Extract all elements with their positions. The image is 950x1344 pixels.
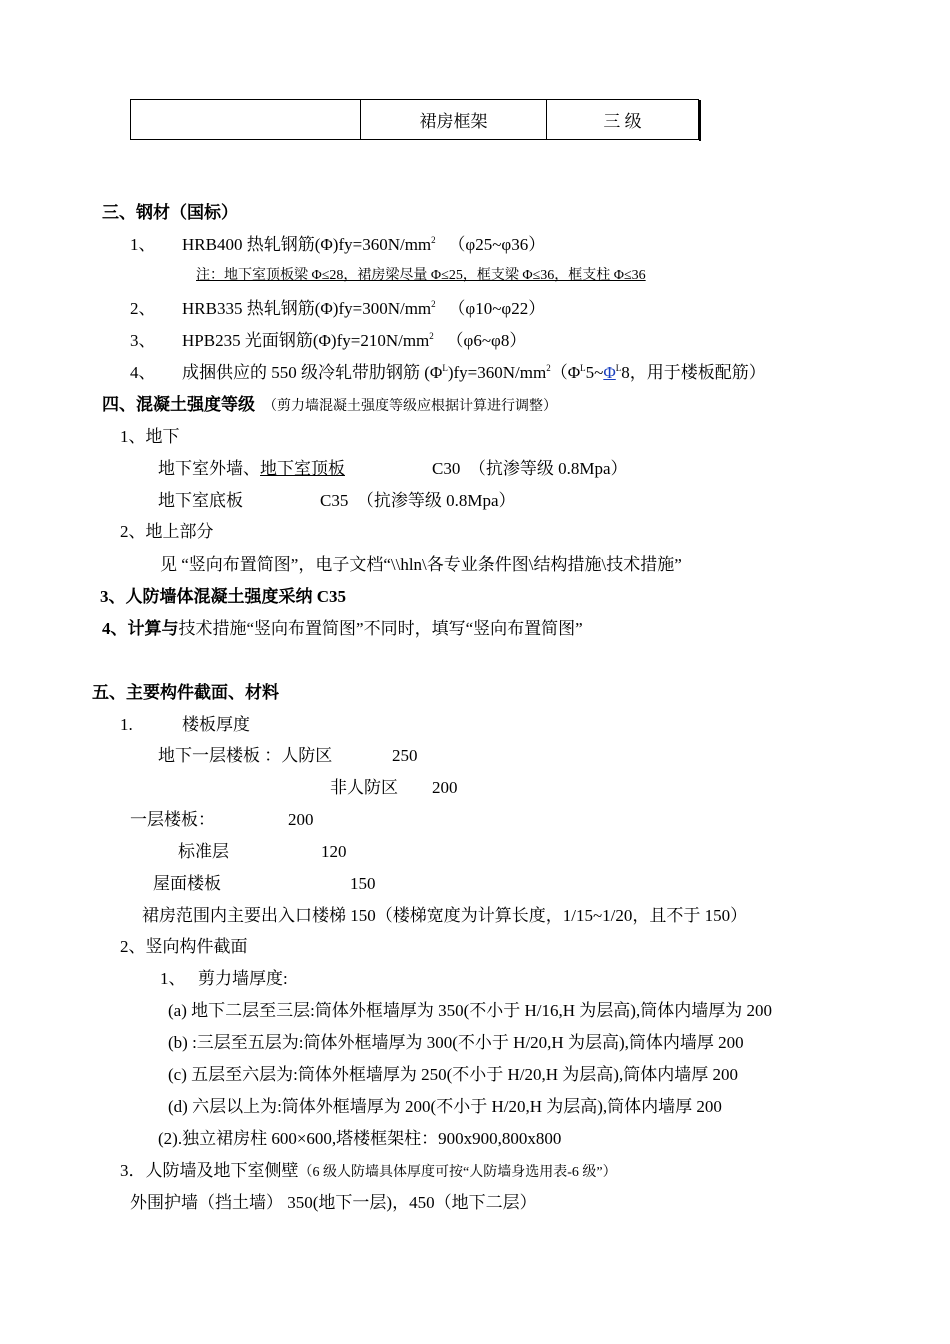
steel-item-1-num: 1、 bbox=[130, 235, 156, 254]
steel-item-3: HPB235 光面钢筋$(\Phi)fy=210N/mm^2$ （φ6~φ8） bbox=[182, 331, 527, 350]
level-table bbox=[130, 99, 699, 140]
slab-sub-title: 楼板厚度 bbox=[182, 715, 250, 734]
phi-link[interactable]: Φ bbox=[603, 363, 616, 382]
slab-b3-label: 一层楼板： bbox=[130, 810, 215, 829]
steel-item-1: HRB400 热轧钢筋$(\Phi)fy=360N/mm^2$ （φ25~φ36） bbox=[182, 235, 546, 254]
concrete-line-1-grade: C30 （抗渗等级 0.8Mpa） bbox=[432, 459, 628, 478]
steel-note: 注：地下室顶板梁 Φ≤28，裙房梁尽量 Φ≤25，框支梁 Φ≤36，框支柱 Φ≤36 bbox=[196, 268, 646, 283]
basement-wall-sub: 3．人防墙及地下室侧壁（6 级人防墙具体厚度可按“人防墙身选用表-6 级”） bbox=[120, 1161, 617, 1180]
section-5-title: 五、主要构件截面、材料 bbox=[92, 683, 279, 702]
table-cell-level: 三 级 bbox=[603, 112, 642, 131]
retaining-wall: 外围护墙（挡土墙） 350(地下一层)，450（地下二层） bbox=[130, 1193, 537, 1212]
concrete-sub-1: 1、地下 bbox=[120, 427, 180, 446]
table-shadow-edge bbox=[699, 100, 701, 141]
table-cell-empty bbox=[131, 100, 361, 139]
slab-b4-value: 120 bbox=[321, 842, 347, 861]
slab-b2-value: 200 bbox=[432, 778, 458, 797]
concrete-line-3: 见 “竖向布置简图”，电子文档“\\hln\各专业条件图\结构措施\技术措施” bbox=[160, 555, 682, 574]
slab-b1-label: 地下一层楼板 ：人防区 bbox=[158, 746, 333, 765]
shear-wall-title: 剪力墙厚度: bbox=[198, 969, 288, 988]
slab-b2-label: 非人防区 bbox=[330, 778, 398, 797]
table-cell-podium-frame: 裙房框架 bbox=[361, 100, 547, 139]
vertical-sub-title: 2、竖向构件截面 bbox=[120, 937, 248, 956]
steel-item-4: 成捆供应的 550 级冷轧带肋钢筋 $(\Phi^L)fy=360N/mm^2(\Phi^L5\sim\Phi^L8$，用于楼板配筋） bbox=[182, 363, 766, 382]
shear-wall-a: (a) 地下二层至三层:筒体外框墙厚为 350(不小于 H/16,H 为层高),筒体内墙厚为 200 bbox=[168, 1001, 772, 1020]
steel-item-3-num: 3、 bbox=[130, 331, 156, 350]
shear-wall-c: (c) 五层至六层为:筒体外框墙厚为 250(不小于 H/20,H 为层高),筒体内墙厚 200 bbox=[168, 1065, 738, 1084]
column-sizes: (2).独立裙房柱 600×600,塔楼框架柱：900x900,800x800 bbox=[158, 1129, 562, 1148]
slab-b5-value: 150 bbox=[350, 874, 376, 893]
steel-item-2: HRB335 热轧钢筋$(\Phi)fy=300N/mm^2$ （φ10~φ22） bbox=[182, 299, 546, 318]
slab-b5-label: 屋面楼板 bbox=[153, 874, 221, 893]
civil-defense-wall-grade: 3、人防墙体混凝土强度采纳 C35 bbox=[100, 587, 347, 606]
shear-wall-d: (d) 六层以上为:筒体外框墙厚为 200(不小于 H/20,H 为层高),筒体内墙厚 200 bbox=[168, 1097, 722, 1116]
section-3-title: 三、钢材（国标） bbox=[102, 203, 238, 222]
slab-b3-value: 200 bbox=[288, 810, 314, 829]
slab-b4-label: 标准层 bbox=[178, 842, 229, 861]
shear-wall-num: 1、 bbox=[160, 969, 186, 988]
slab-b1-value: 250 bbox=[392, 746, 418, 765]
concrete-line-2-grade: C35 （抗渗等级 0.8Mpa） bbox=[320, 491, 516, 510]
concrete-line-2-label: 地下室底板 bbox=[158, 491, 243, 510]
concrete-line-1: 地下室外墙、地下室顶板 bbox=[158, 459, 345, 478]
slab-sub-num: 1. bbox=[120, 715, 133, 734]
shear-wall-b: (b) :三层至五层为:筒体外框墙厚为 300(不小于 H/20,H 为层高),筒体内墙厚 200 bbox=[168, 1033, 744, 1052]
section-4-title: 四、混凝土强度等级 （剪力墙混凝土强度等级应根据计算进行调整） bbox=[102, 395, 557, 414]
steel-item-4-num: 4、 bbox=[130, 363, 156, 382]
calc-note: 4、计算与技术措施“竖向布置简图”不同时，填写“竖向布置简图” bbox=[102, 619, 583, 638]
concrete-sub-2: 2、地上部分 bbox=[120, 522, 214, 541]
steel-item-2-num: 2、 bbox=[130, 299, 156, 318]
slab-b6-stair: 裙房范围内主要出入口楼梯 150（楼梯宽度为计算长度，1/15~1/20，且不于 150） bbox=[142, 906, 748, 925]
